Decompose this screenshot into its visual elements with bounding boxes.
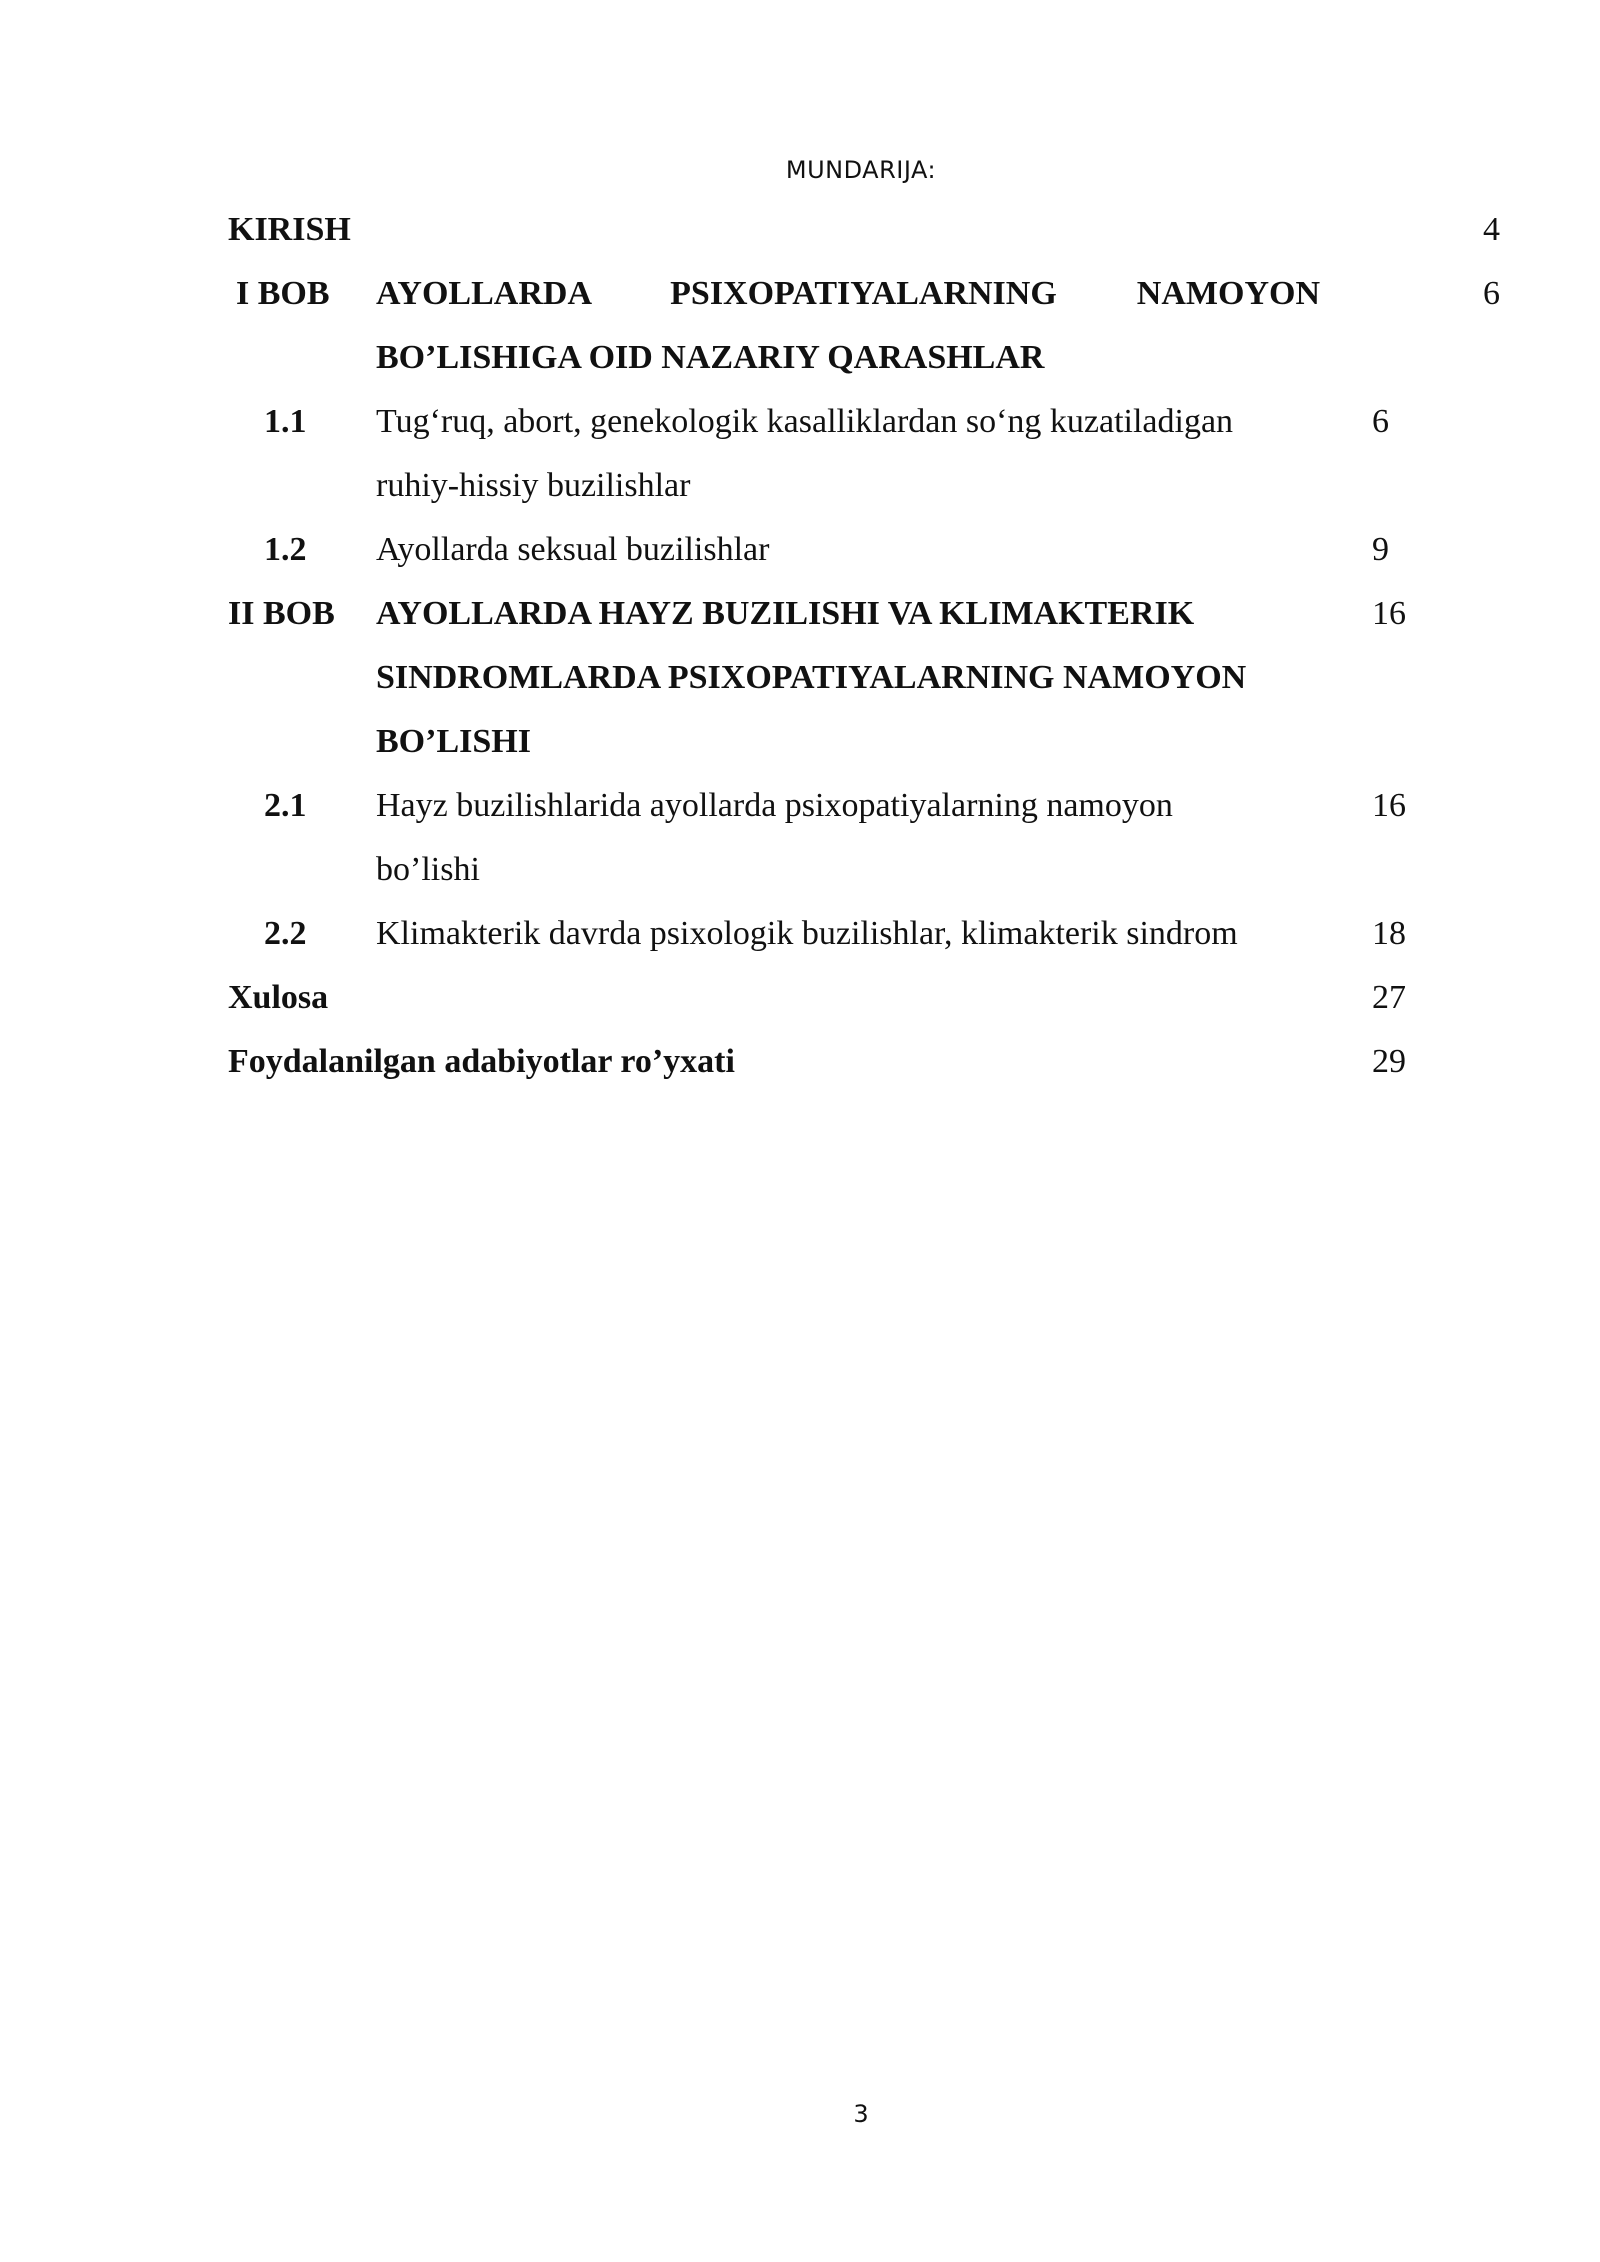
toc-entry-number: 1.2 <box>264 531 307 568</box>
toc-entry-title <box>376 390 1360 518</box>
toc-entry-page: 6 <box>1483 275 1500 312</box>
toc-entry-title <box>376 262 1320 390</box>
toc-entry-kirish[interactable] <box>228 198 1500 262</box>
toc-entry-page: 29 <box>1372 1043 1406 1080</box>
toc-entry-title: Xulosa <box>228 979 329 1016</box>
toc-entry-title-line: ruhiy-hissiy buzilishlar <box>376 467 691 504</box>
toc-entry-page: 18 <box>1372 915 1406 952</box>
toc-entry-number: 2.2 <box>264 915 307 952</box>
toc-entry-number: 2.1 <box>264 787 307 824</box>
toc-entry-xulosa[interactable] <box>228 966 1500 1030</box>
toc-entry-2-1[interactable] <box>228 774 1500 902</box>
toc-entry-page: 16 <box>1372 787 1406 824</box>
toc-entry-title: Ayollarda seksual buzilishlar <box>376 531 770 568</box>
toc-entry-1-1[interactable] <box>228 390 1500 518</box>
toc-entry-title: KIRISH <box>228 211 351 248</box>
toc-heading: MUNDARIJA: <box>785 156 937 184</box>
toc-entry-title-line: AYOLLARDA PSIXOPATIYALARNING NAMOYON <box>376 275 1320 312</box>
toc-entry-title-line: Tug‘ruq, abort, genekologik kasalliklardan so‘ng kuzatiladigan <box>376 403 1234 440</box>
toc-entry-title <box>376 774 1360 902</box>
toc-entry-title-line: Hayz buzilishlarida ayollarda psixopatiyalarning namoyon <box>376 787 1173 824</box>
toc-entry-1-2[interactable] <box>228 518 1500 582</box>
toc-entry-title-line: BO’LISHI <box>376 723 531 760</box>
toc-entry-2-2[interactable] <box>228 902 1500 966</box>
toc-entry-adabiyotlar[interactable] <box>228 1030 1500 1094</box>
toc-entry-title-line: bo’lishi <box>376 851 480 888</box>
toc-entry-page: 4 <box>1483 211 1500 248</box>
toc-entry-title-line: BO’LISHIGA OID NAZARIY QARASHLAR <box>376 339 1045 376</box>
toc-entry-title: Klimakterik davrda psixologik buzilishlar, klimakterik sindrom <box>376 915 1238 952</box>
toc-entry-page: 16 <box>1372 595 1406 632</box>
toc-entry-title <box>376 582 1360 774</box>
toc-entry-title: Foydalanilgan adabiyotlar ro’yxati <box>228 1043 735 1080</box>
toc-entry-title-line: SINDROMLARDA PSIXOPATIYALARNING NAMOYON <box>376 659 1247 696</box>
toc-entry-bob1[interactable] <box>228 262 1500 390</box>
table-of-contents <box>228 198 1500 1094</box>
toc-entry-title-line: AYOLLARDA HAYZ BUZILISHI VA KLIMAKTERIK <box>376 595 1195 632</box>
toc-entry-number: II BOB <box>228 595 335 632</box>
toc-entry-bob2[interactable] <box>228 582 1500 774</box>
toc-entry-page: 27 <box>1372 979 1406 1016</box>
toc-entry-number: 1.1 <box>264 403 307 440</box>
toc-entry-page: 9 <box>1372 531 1389 568</box>
toc-entry-number: I BOB <box>236 275 330 312</box>
toc-entry-page: 6 <box>1372 403 1389 440</box>
page-number: 3 <box>853 2100 869 2128</box>
